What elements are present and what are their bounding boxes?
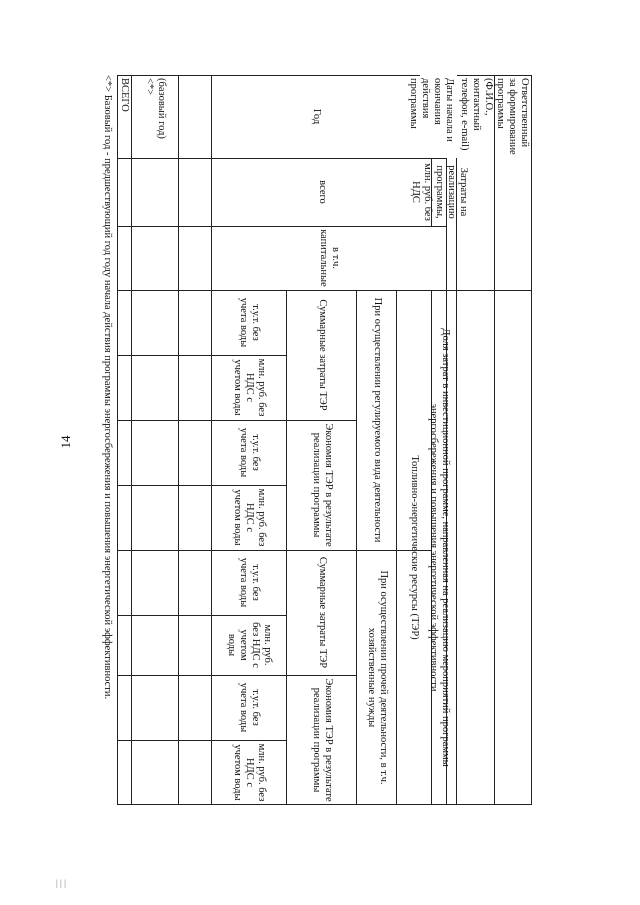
costs-split: [212, 158, 432, 226]
unit-tut: т.у.т. без учета воды: [238, 682, 262, 733]
base-year-label: (базовый год) <*>: [144, 78, 168, 139]
total-header: всего: [317, 180, 328, 204]
ter-header: Топливно-энергетические ресурсы (ТЭР): [409, 455, 421, 640]
unit-mln: млн. руб. без НДС с учетом воды: [232, 488, 268, 547]
energy-program-table: [117, 75, 532, 805]
regulated-activity-header: При осуществлении регулируемого вида деятельности: [372, 297, 383, 543]
rotated-form-page: [102, 75, 532, 820]
including-capital-header: в т.ч. капитальные: [318, 229, 342, 287]
total-row-label: ВСЕГО: [119, 78, 131, 112]
row-line: [178, 75, 179, 805]
row-line: [494, 75, 495, 805]
economy-ter-regulated: Экономия ТЭР в результате реализации программы: [311, 423, 334, 547]
unit-mln: млн. руб. без НДС с учетом воды: [226, 622, 274, 668]
total-costs-ter-other: Суммарные затраты ТЭР: [317, 556, 328, 669]
economy-ter-other: Экономия ТЭР в результате реализации программы: [311, 678, 334, 802]
year-header: Год: [311, 108, 322, 125]
total-costs-ter-regulated: Суммарные затраты ТЭР: [317, 299, 328, 411]
share-header: Доля затрат в инвестиционной программе, направленная на реализацию мероприятий программы энергосбережения и повышения энергетической эффективности: [428, 328, 451, 767]
dates-label: Даты начала и окончания действия программы: [420, 75, 457, 158]
unit-tut: т.у.т. без учета воды: [238, 427, 262, 478]
unit-mln: млн. руб. без НДС с учетом воды: [232, 743, 268, 802]
page-number: 14: [58, 435, 73, 449]
unit-mln: млн. руб. без НДС с учетом воды: [232, 358, 268, 417]
margin-marks: | | |: [56, 878, 66, 888]
unit-tut: т.у.т. без учета воды: [238, 557, 262, 608]
footnote: <*> Базовый год - предшествующий год году начала действия программы энергосбережения и повышения энергетической эффективности.: [102, 75, 113, 700]
unit-tut: т.у.т. без учета воды: [238, 297, 262, 348]
row-line: [131, 75, 132, 805]
costs-header: Затраты на реализацию программы, млн. руб. без НДС: [410, 163, 469, 221]
other-activity-header: При осуществлении прочей деятельности, в т.ч. хозяйственные нужды: [366, 570, 389, 785]
responsible-label: Ответственный за формирование программы (Ф.И.О., контактный телефон, e-mail): [459, 78, 530, 155]
